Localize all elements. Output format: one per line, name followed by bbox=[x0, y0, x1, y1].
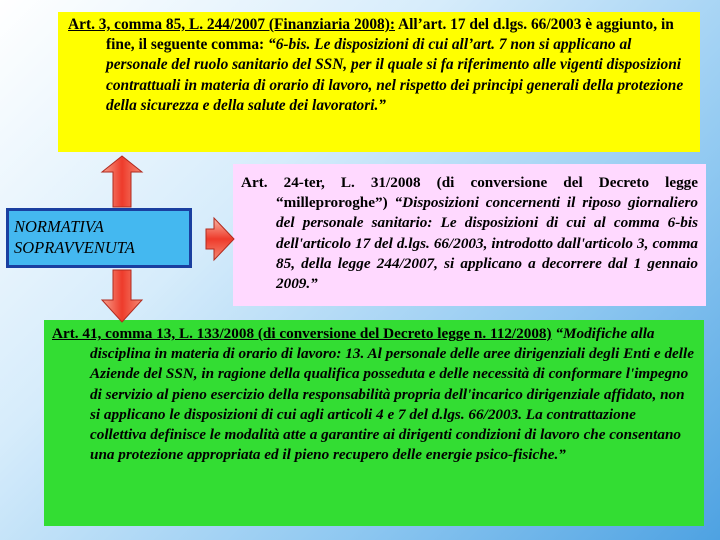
up-arrow-icon bbox=[102, 156, 142, 207]
down-arrow-icon bbox=[102, 270, 142, 322]
green-box-reference: Art. 41, comma 13, L. 133/2008 (di conversione del Decreto legge n. 112/2008) bbox=[52, 325, 552, 342]
yellow-box-intro: All’art. 17 del d.lgs. 66/2003 è aggiunto, in fine, il seguente comma: bbox=[106, 16, 674, 54]
right-arrow-icon bbox=[206, 218, 234, 260]
yellow-box-quote: “6-bis. Le disposizioni di cui all’art. 7 non si applicano al personale del ruolo sanitario del SSN, per il quale si fa riferimento alle vigenti disposizioni contrattuali in materia di orario di lavoro, nel rispetto dei principi generali della protezione della sicurezza e della salute dei lavoratori.” bbox=[106, 36, 684, 114]
normativa-label: NORMATIVA bbox=[14, 217, 104, 236]
pink-box-quote: “Disposizioni concernenti il riposo giornaliero del personale sanitario: Le disposizioni di cui al comma 6-bis dell'articolo 17 del d.lgs. 66/2003, introdotto dall'articolo 3, comma 85, della legge 244/2007, si applicano a decorrere dal 1 gennaio 2009.” bbox=[276, 194, 698, 293]
yellow-box-reference: Art. 3, comma 85, L. 244/2007 (Finanziaria 2008): bbox=[68, 16, 396, 33]
pink-box-reference: Art. 24-ter, L. 31/2008 (di conversione del Decreto legge “milleproroghe”) bbox=[241, 174, 698, 212]
sopravvenuta-label: SOPRAVVENUTA bbox=[14, 238, 135, 257]
green-box-quote: “Modifiche alla disciplina in materia di orario di lavoro: 13. Al personale delle aree dirigenziali degli Enti e delle Aziende del SSN, in ragione della qualifica posseduta e delle necessità di conformare l'impegno di servizio al pieno esercizio della responsabilità propria dell'incarico dirigenziale affidato, non si applicano le disposizioni di cui agli articoli 4 e 7 del d.lgs. 66/2003. La contrattazione collettiva definisce le modalità atte a garantire ai dirigenti condizioni di lavoro che consentano una protezione appropriata ed il pieno recupero delle energie psico-fisiche.” bbox=[90, 325, 694, 464]
